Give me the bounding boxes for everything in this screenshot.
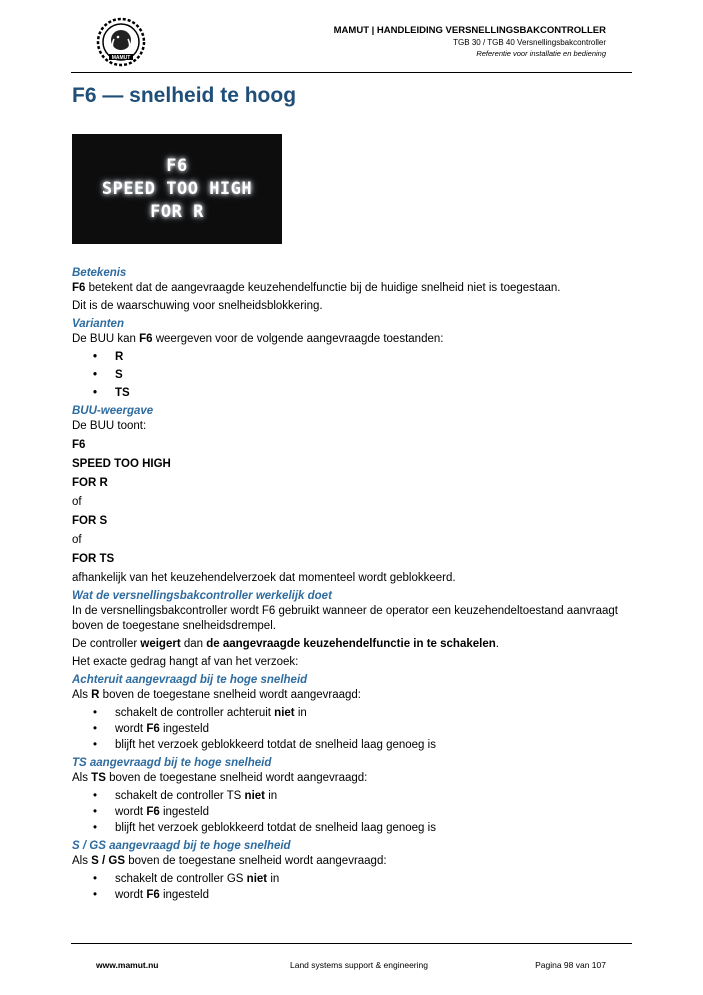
document-header <box>334 25 606 59</box>
page-title: F6 — snelheid te hoog <box>72 84 297 107</box>
buu-line-for-r: FOR R <box>72 477 108 489</box>
mamut-logo <box>96 17 146 67</box>
section-varianten <box>72 317 632 401</box>
betekenis-text-2: Dit is de waarschuwing voor snelheidsblokkering. <box>72 300 323 312</box>
header-subtitle-2: Referentie voor installatie en bediening <box>476 49 606 58</box>
heading-betekenis: Betekenis <box>72 267 127 279</box>
footer-divider <box>71 943 632 944</box>
list-item: • TS <box>115 386 632 401</box>
list-item: • wordt F6 ingesteld <box>115 805 632 820</box>
achteruit-list <box>72 706 632 753</box>
heading-wat-doet: Wat de versnellingsbakcontroller werkelijk doet <box>72 590 332 602</box>
section-achteruit <box>72 673 632 753</box>
list-item: • schakelt de controller achteruit niet in <box>115 706 632 721</box>
section-ts <box>72 756 632 836</box>
ts-intro: Als TS boven de toegestane snelheid wordt aangevraagd: <box>72 772 368 784</box>
s-gs-list <box>72 872 632 903</box>
section-s-gs <box>72 839 632 903</box>
buu-or-1: of <box>72 496 82 508</box>
display-line-2: SPEED TOO HIGH <box>101 178 253 199</box>
footer-page-number: Pagina 98 van 107 <box>535 960 606 970</box>
heading-varianten: Varianten <box>72 318 124 330</box>
s-gs-intro: Als S / GS boven de toegestane snelheid wordt aangevraagd: <box>72 855 387 867</box>
header-title: MAMUT | HANDLEIDING VERSNELLINGSBAKCONTROLLER <box>333 25 606 36</box>
display-line-3: FOR R <box>150 201 204 222</box>
section-betekenis <box>72 266 632 314</box>
heading-achteruit: Achteruit aangevraagd bij te hoge snelheid <box>72 674 308 686</box>
buu-intro: De BUU toont: <box>72 420 147 432</box>
wat-p1: In de versnellingsbakcontroller wordt F6 gebruikt wanneer de operator een keuzehendeltoestand aanvraagt boven de toegestane snelheidsdrempel. <box>72 605 618 632</box>
list-item: • wordt F6 ingesteld <box>115 888 632 903</box>
betekenis-text-1: F6 betekent dat de aangevraagde keuzehendelfunctie bij de huidige snelheid niet is toegestaan. <box>72 282 561 294</box>
section-buu-weergave <box>72 404 632 586</box>
achteruit-intro: Als R boven de toegestane snelheid wordt aangevraagd: <box>72 689 361 701</box>
section-wat-doet <box>72 589 632 670</box>
buu-line-speed: SPEED TOO HIGH <box>72 458 171 470</box>
heading-s-gs: S / GS aangevraagd bij te hoge snelheid <box>72 840 291 852</box>
buu-or-2: of <box>72 534 82 546</box>
wat-p3: Het exacte gedrag hangt af van het verzoek: <box>72 656 299 668</box>
footer-website: www.mamut.nu <box>96 960 159 970</box>
varianten-list <box>72 350 632 401</box>
list-item: • blijft het verzoek geblokkeerd totdat de snelheid laag genoeg is <box>115 821 632 836</box>
buu-line-for-ts: FOR TS <box>72 553 115 565</box>
ts-list <box>72 789 632 836</box>
buu-display-photo <box>72 134 282 244</box>
svg-text:MAMUT: MAMUT <box>111 55 131 61</box>
buu-line-f6: F6 <box>72 439 86 451</box>
wat-p2: De controller weigert dan de aangevraagde keuzehendelfunctie in te schakelen. <box>72 638 499 650</box>
list-item: • blijft het verzoek geblokkeerd totdat de snelheid laag genoeg is <box>115 738 632 753</box>
header-divider <box>71 72 632 73</box>
varianten-intro: De BUU kan F6 weergeven voor de volgende aangevraagde toestanden: <box>72 333 444 345</box>
header-subtitle: TGB 30 / TGB 40 Versnellingsbakcontroller <box>453 38 606 47</box>
list-item: • S <box>115 368 632 383</box>
footer-tagline: Land systems support & engineering <box>290 960 428 970</box>
buu-after: afhankelijk van het keuzehendelverzoek dat momenteel wordt geblokkeerd. <box>72 572 456 584</box>
display-line-1: F6 <box>166 155 188 176</box>
heading-buu-weergave: BUU-weergave <box>72 405 154 417</box>
page-content <box>72 82 632 906</box>
list-item: • wordt F6 ingesteld <box>115 722 632 737</box>
list-item: • R <box>115 350 632 365</box>
heading-ts: TS aangevraagd bij te hoge snelheid <box>72 757 272 769</box>
buu-line-for-s: FOR S <box>72 515 108 527</box>
list-item: • schakelt de controller TS niet in <box>115 789 632 804</box>
list-item: • schakelt de controller GS niet in <box>115 872 632 887</box>
